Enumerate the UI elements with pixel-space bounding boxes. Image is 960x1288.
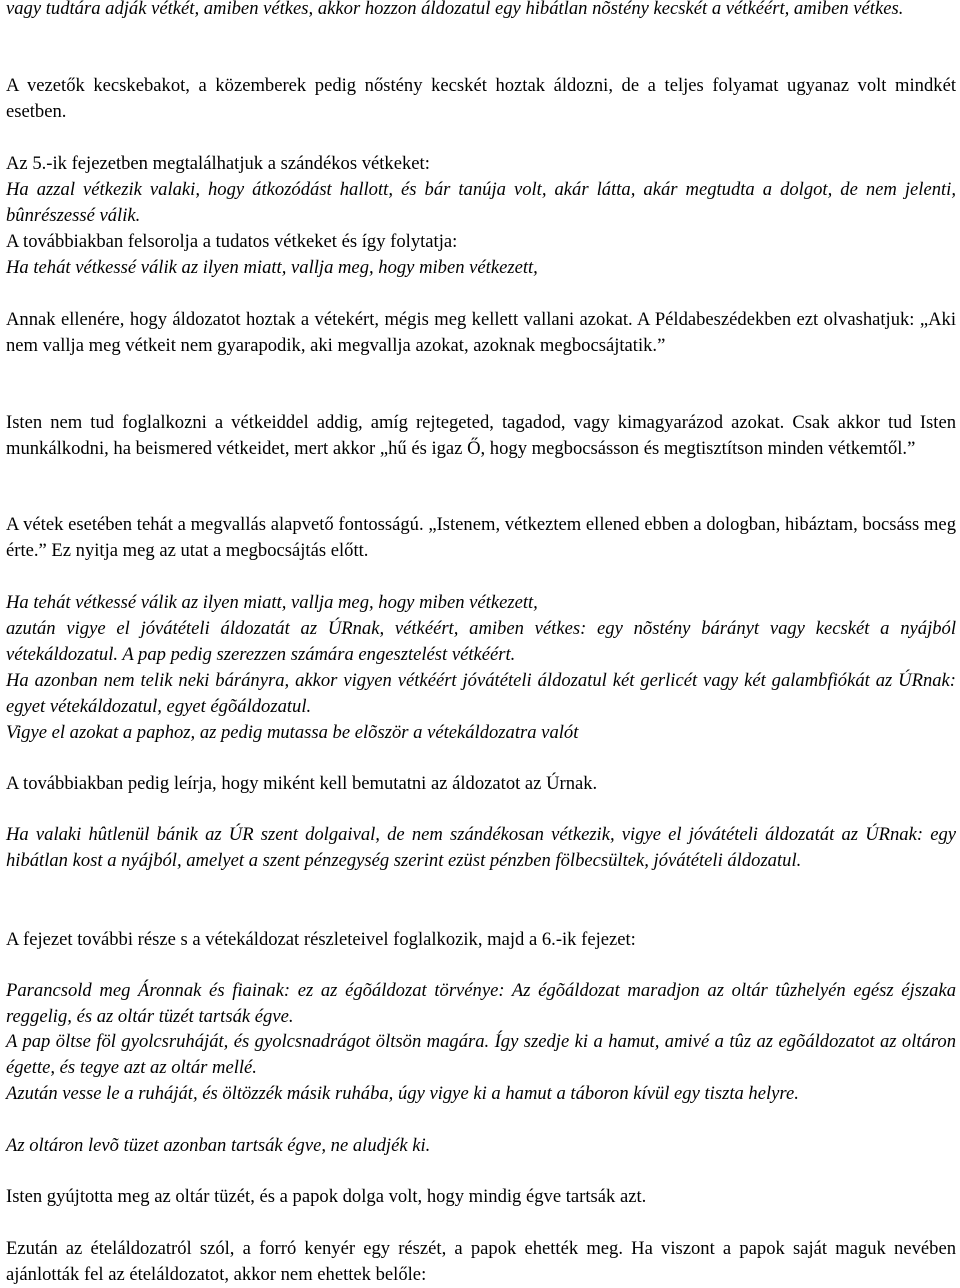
paragraph-conscious-sins: A továbbiakban felsorolja a tudatos vétkeket és így folytatja:	[6, 231, 458, 252]
paragraph-god-lit-fire: Isten gyújtotta meg az oltár tüzét, és a papok dolga volt, hogy mindig égve tartsák azt.	[6, 1186, 647, 1207]
paragraph-chapter5-intro: Az 5.-ik fejezetben megtalálhatjuk a szándékos vétkeket:	[6, 153, 430, 174]
paragraph-leaders-goats: A vezetők kecskebakot, a közemberek pedig nőstény kecskét hoztak áldozni, de a teljes folyamat ugyanaz volt mindkét esetben.	[6, 75, 956, 123]
paragraph-intro-quote: vagy tudtára adják vétkét, amiben vétkes, akkor hozzon áldozatul egy hibátlan nõstény kecskét a vétkéért, amiben vétkes.	[6, 0, 904, 19]
paragraph-chapter-rest: A fejezet további része s a vétekáldozat részleteivel foglalkozik, majd a 6.-ik fejezet:	[6, 929, 636, 950]
paragraph-chapter5-quote: Ha azzal vétkezik valaki, hogy átkozódást hallott, és bár tanúja volt, akár látta, akár megtudta a dolgot, de nem jelenti, bûnrészessé válik.	[6, 179, 956, 227]
paragraph-offering-lamb: azután vigye el jóvátételi áldozatát az ÚRnak, vétkéért, amiben vétkes: egy nõstény bárányt vagy kecskét a nyájból vétekáldozatul. A pap pedig szerezzen számára engesztelést vétkéért.	[6, 618, 956, 666]
paragraph-confess-quote-1: Ha tehát vétkessé válik az ilyen miatt, vallja meg, hogy miben vétkezett,	[6, 257, 538, 278]
paragraph-grain-offering: Ezután az ételáldozatról szól, a forró kenyér egy részét, a papok ehették meg. Ha viszont a papok saját maguk nevében ajánlották fel az ételáldozatot, akkor nem ehettek belőle:	[6, 1238, 956, 1286]
paragraph-bring-to-priest: Vigye el azokat a paphoz, az pedig mutassa be elõször a vétekáldozatra valót	[6, 722, 579, 743]
paragraph-change-clothes: Azután vesse le a ruháját, és öltözzék másik ruhába, úgy vigye ki a hamut a táboron kívül egy tiszta helyre.	[6, 1083, 799, 1104]
paragraph-offering-doves: Ha azonban nem telik neki bárányra, akkor vigyen vétkéért jóvátételi áldozatul két gerlicét vagy két galambfiókát az ÚRnak: egyet vétekáldozatul, egyet égõáldozatul.	[6, 670, 956, 718]
paragraph-unfaithful-quote: Ha valaki hûtlenül bánik az ÚR szent dolgaival, de nem szándékosan vétkezik, vigye el jóvátételi áldozatát az ÚRnak: egy hibátlan kost a nyájból, amelyet a szent pénzegység szerint ezüst pénzben fölbecsültek, jóvátételi áldozatul.	[6, 824, 956, 872]
paragraph-command-aaron: Parancsold meg Áronnak és fiainak: ez az égõáldozat törvénye: Az égõáldozat maradjon az oltár tûzhelyén egész éjszaka reggelig, és az oltár tüzét tartsák égve.	[6, 980, 956, 1028]
paragraph-keep-fire: Az oltáron levõ tüzet azonban tartsák égve, ne aludjék ki.	[6, 1135, 431, 1156]
paragraph-confess-quote-2: Ha tehát vétkessé válik az ilyen miatt, vallja meg, hogy miben vétkezett,	[6, 592, 538, 613]
paragraph-god-cannot: Isten nem tud foglalkozni a vétkeiddel addig, amíg rejtegeted, tagadod, vagy kimagyarázod azokat. Csak akkor tud Isten munkálkodni, ha beismered vétkeidet, mert akkor „hű és igaz Ő, hogy megbocsásson és megtisztítson minden vétkemtől.”	[6, 412, 956, 460]
paragraph-proverbs: Annak ellenére, hogy áldozatot hoztak a vétekért, mégis meg kellett vallani azokat. A Példabeszédekben ezt olvashatjuk: „Aki nem vallja meg vétkeit nem gyarapodik, aki megvallja azokat, azoknak megbocsájtatik.”	[6, 309, 956, 357]
paragraph-confession-importance: A vétek esetében tehát a megvallás alapvető fontosságú. „Istenem, vétkeztem ellened ebben a dologban, hibáztam, bocsáss meg érte.” Ez nyitja meg az utat a megbocsájtás előtt.	[6, 514, 956, 562]
paragraph-how-to-present: A továbbiakban pedig leírja, hogy miként kell bemutatni az áldozatot az Úrnak.	[6, 773, 598, 794]
paragraph-priest-linen: A pap öltse föl gyolcsruháját, és gyolcsnadrágot öltsön magára. Így szedje ki a hamut, amivé a tûz az egõáldozatot az oltáron égette, és tegye azt az oltár mellé.	[6, 1031, 956, 1079]
